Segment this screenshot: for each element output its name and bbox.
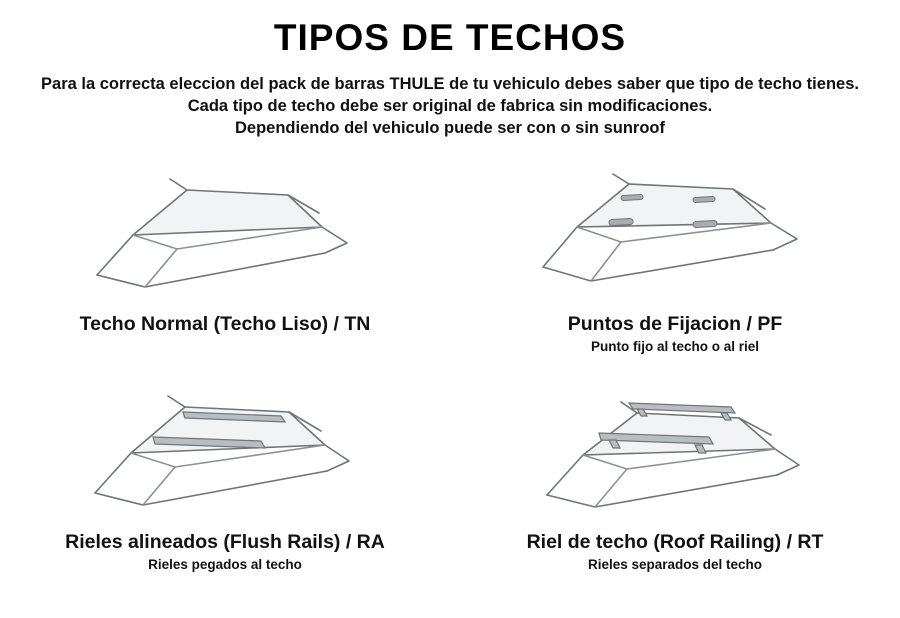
roof-type-card-tn <box>0 157 450 339</box>
roof-type-subcaption-rt: Rieles separados del techo <box>587 557 763 573</box>
roof-type-card-ra <box>0 375 450 572</box>
page-title: TIPOS DE TECHOS <box>273 17 627 58</box>
roof-type-caption-tn: Techo Normal (Techo Liso) / TN <box>79 313 371 336</box>
car-roof-railing-icon <box>450 375 900 525</box>
intro-text <box>0 73 900 140</box>
intro-line-3: Dependiendo del vehiculo puede ser con o sin sunroof <box>235 119 665 138</box>
car-roof-fixpoints-icon <box>450 157 900 307</box>
roof-type-caption-rt: Riel de techo (Roof Railing) / RT <box>526 531 824 554</box>
roof-type-caption-pf: Puntos de Fijacion / PF <box>567 313 783 336</box>
roof-type-card-rt <box>450 375 900 572</box>
car-roof-plain-icon <box>0 157 450 307</box>
roof-type-caption-ra: Rieles alineados (Flush Rails) / RA <box>65 531 385 554</box>
intro-line-1: Para la correcta eleccion del pack de barras THULE de tu vehiculo debes saber que tipo de techo tienes. <box>41 74 859 93</box>
roof-types-infographic <box>0 18 900 618</box>
roof-type-subcaption-pf: Punto fijo al techo o al riel <box>590 339 760 355</box>
car-roof-flushrails-icon <box>0 375 450 525</box>
intro-line-2: Cada tipo de techo debe ser original de fabrica sin modificaciones. <box>187 96 713 115</box>
roof-type-card-pf <box>450 157 900 354</box>
roof-type-subcaption-ra: Rieles pegados al techo <box>148 557 302 573</box>
